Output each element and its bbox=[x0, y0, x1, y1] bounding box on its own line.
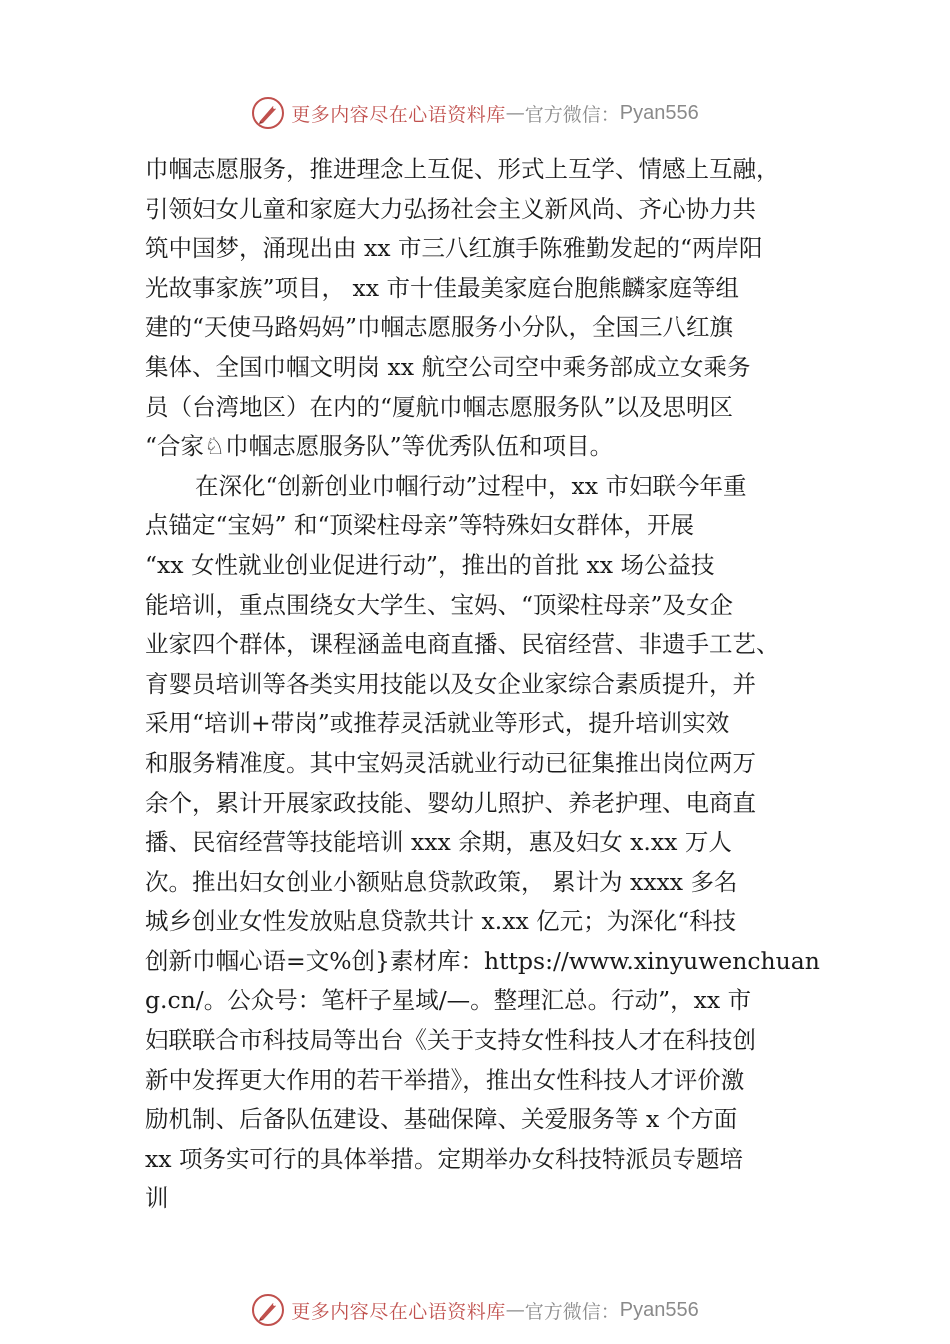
body-line: 播、民宿经营等技能培训 xxx 余期，惠及妇女 x.xx 万人 bbox=[145, 828, 732, 857]
body-line: 能培训，重点围绕女大学生、宝妈、“顶梁柱母亲”及女企 bbox=[145, 590, 734, 619]
body-line: 采用“培训+带岗”或推荐灵活就业等形式，提升培训实效 bbox=[145, 709, 730, 738]
banner-main-text: 更多内容尽在心语资料库 bbox=[291, 1300, 506, 1323]
banner-wechat-id: Pyan556 bbox=[619, 1298, 699, 1321]
banner-wechat-id: Pyan556 bbox=[619, 101, 699, 124]
pen-logo-icon bbox=[251, 1293, 285, 1327]
body-line: 集体、全国巾帼文明岗 xx 航空公司空中乘务部成立女乘务 bbox=[145, 352, 751, 381]
paragraph-start-line: 在深化“创新创业巾帼行动”过程中，xx 市妇联今年重 bbox=[195, 471, 747, 500]
banner-separator: — bbox=[505, 1299, 525, 1321]
footer-banner bbox=[0, 1290, 950, 1330]
body-line: “xx 女性就业创业促进行动”，推出的首批 xx 场公益技 bbox=[145, 550, 715, 579]
body-line: 引领妇女儿童和家庭大力弘扬社会主义新风尚、齐心协力共 bbox=[145, 194, 756, 223]
body-line: 余个，累计开展家政技能、婴幼儿照护、养老护理、电商直 bbox=[145, 788, 756, 817]
document-body bbox=[145, 150, 825, 1219]
body-line: 筑中国梦，涌现出由 xx 市三八红旗手陈雅勤发起的“两岸阳 bbox=[145, 234, 763, 263]
body-line: 创新巾帼心语=文%创}素材库：https://www.xinyuwenchuan bbox=[145, 946, 820, 975]
body-line: “合家♘巾帼志愿服务队”等优秀队伍和项目。 bbox=[145, 432, 614, 461]
body-line: 点锚定“宝妈” 和“顶梁柱母亲”等特殊妇女群体，开展 bbox=[145, 511, 695, 540]
body-line: 训 bbox=[145, 1184, 169, 1213]
header-banner bbox=[0, 93, 950, 133]
body-line: 和服务精准度。其中宝妈灵活就业行动已征集推出岗位两万 bbox=[145, 748, 756, 777]
body-line: 巾帼志愿服务，推进理念上互促、形式上互学、情感上互融， bbox=[145, 155, 780, 183]
body-line: 城乡创业女性发放贴息贷款共计 x.xx 亿元；为深化“科技 bbox=[145, 907, 737, 936]
banner-wechat-label: 官方微信： bbox=[524, 1300, 620, 1323]
body-line: 光故事家族”项目， xx 市十佳最美家庭台胞熊麟家庭等组 bbox=[145, 273, 739, 302]
body-line: g.cn/。公众号：笔杆子星域/—。整理汇总。行动”，xx 市 bbox=[145, 986, 752, 1015]
banner-wechat-label: 官方微信： bbox=[524, 103, 620, 126]
body-line: 新中发挥更大作用的若干举措》，推出女性科技人才评价激 bbox=[145, 1065, 745, 1094]
body-line: 妇联联合市科技局等出台《关于支持女性科技人才在科技创 bbox=[145, 1026, 756, 1055]
banner-main-text: 更多内容尽在心语资料库 bbox=[291, 103, 506, 126]
body-line: 励机制、后备队伍建设、基础保障、关爱服务等 x 个方面 bbox=[145, 1105, 738, 1134]
body-line: xx 项务实可行的具体举措。定期举办女科技特派员专题培 bbox=[145, 1144, 743, 1173]
body-line: 员（台湾地区）在内的“厦航巾帼志愿服务队”以及思明区 bbox=[145, 392, 734, 421]
banner-separator: — bbox=[505, 102, 525, 124]
body-line: 建的“天使马路妈妈”巾帼志愿服务小分队，全国三八红旗 bbox=[145, 313, 734, 342]
body-line: 育婴员培训等各类实用技能以及女企业家综合素质提升，并 bbox=[145, 669, 756, 698]
body-line: 次。推出妇女创业小额贴息贷款政策， 累计为 xxxx 多名 bbox=[145, 867, 738, 896]
pen-logo-icon bbox=[251, 96, 285, 130]
body-line: 业家四个群体，课程涵盖电商直播、民宿经营、非遗手工艺、 bbox=[145, 630, 780, 659]
